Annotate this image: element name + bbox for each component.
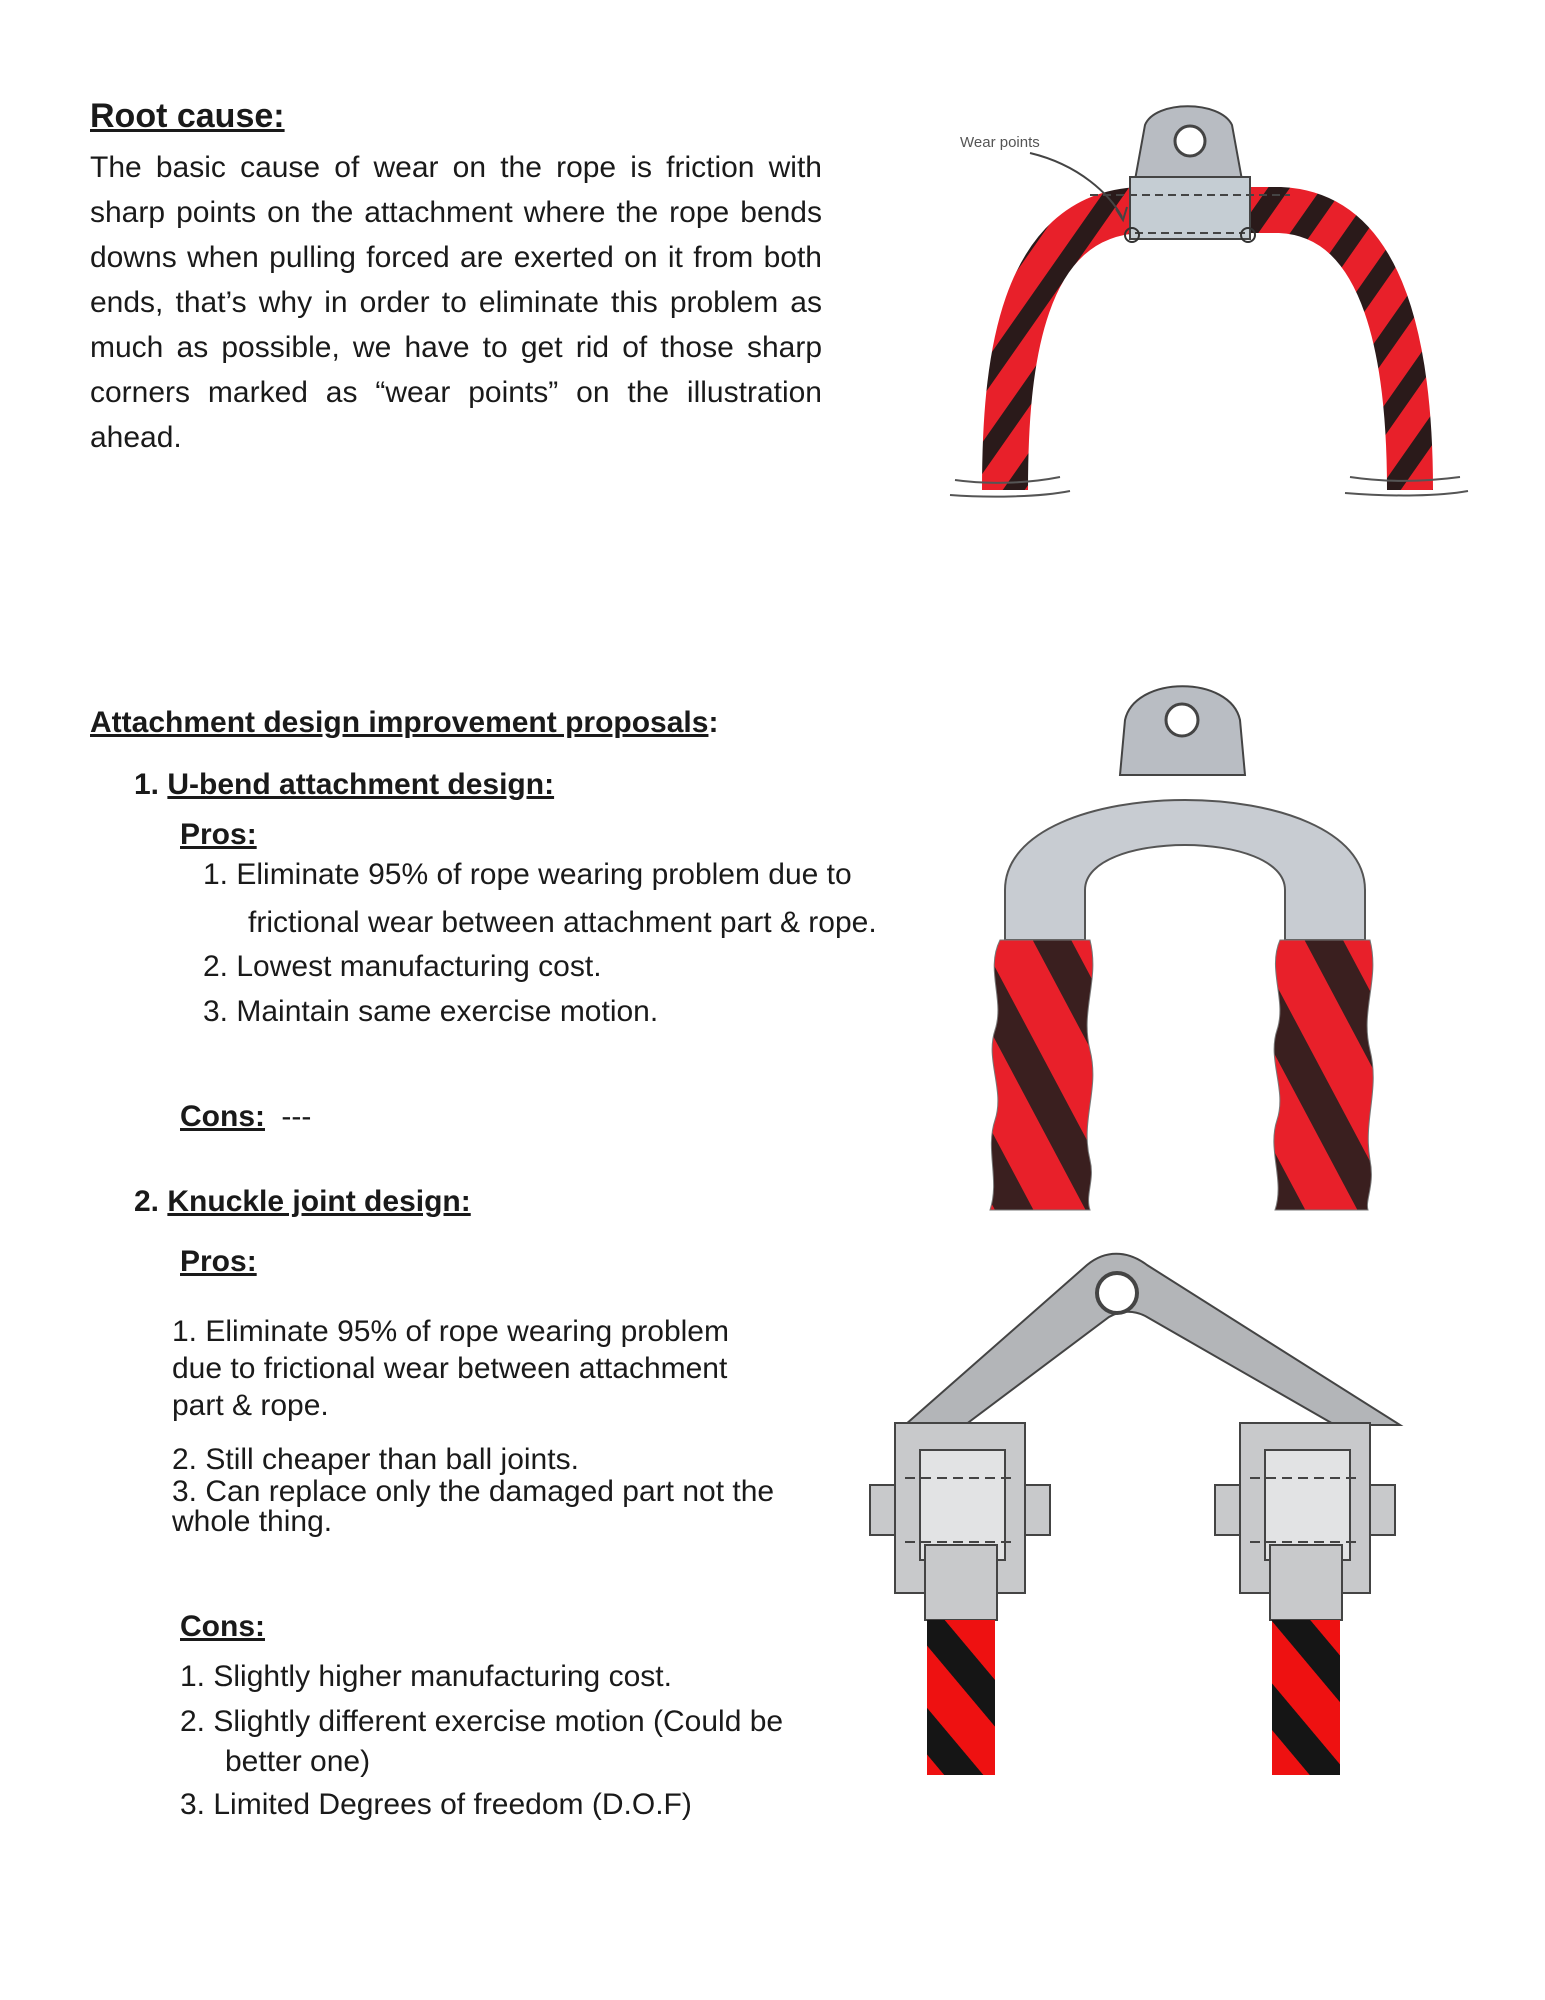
proposals-title-colon: :: [708, 706, 719, 739]
ubend-title: U-bend attachment design:: [167, 768, 555, 801]
knuckle-pros-label: Pros:: [180, 1245, 257, 1278]
list-item: 2. Slightly different exercise motion (Could be: [180, 1705, 784, 1738]
wear-points-figure: [950, 105, 1470, 505]
ubend-hole: [1166, 704, 1198, 736]
list-item: 1. Eliminate 95% of rope wearing problem due to: [203, 858, 852, 891]
list-item: 3. Can replace only the damaged part not the: [172, 1475, 775, 1508]
knuckle-rope-right: [1272, 1620, 1340, 1775]
list-item: 2. Lowest manufacturing cost.: [203, 950, 602, 983]
ubend-cons-row: [180, 1100, 311, 1134]
proposals-title: Attachment design improvement proposals: [90, 706, 709, 739]
ubend-figure: [985, 680, 1405, 1215]
ubend-heading: [134, 768, 554, 802]
knuckle-joint-left: [870, 1423, 1050, 1775]
knuckle-hole: [1097, 1273, 1137, 1313]
knuckle-bracket: [905, 1254, 1400, 1425]
list-item: 2. Still cheaper than ball joints.: [172, 1443, 579, 1476]
list-item: frictional wear between attachment part & rope.: [248, 906, 877, 939]
list-item: 3. Maintain same exercise motion.: [203, 995, 659, 1028]
attachment-hole: [1175, 126, 1205, 156]
list-item: better one): [225, 1745, 371, 1778]
list-item: 1. Slightly higher manufacturing cost.: [180, 1660, 672, 1693]
root-cause-paragraph: The basic cause of wear on the rope is friction with sharp points on the attachment where the rope bends downs when pulling forced are exerted on it from both ends, that’s why in order to eliminate this problem as much as possible, we have to get rid of those sharp corners marked as “wear points” on the illustration ahead.: [90, 151, 822, 454]
knuckle-cons-label: Cons:: [180, 1610, 265, 1643]
knuckle-joint-right: [1215, 1423, 1395, 1775]
wear-points-label: Wear points: [960, 134, 1040, 151]
knuckle-figure: [865, 1245, 1445, 1775]
knuckle-number: 2.: [134, 1185, 160, 1218]
ubend-cons-value: ---: [281, 1100, 312, 1133]
rope-arch: [1005, 210, 1410, 490]
ubend-metal: [1005, 800, 1365, 940]
ubend-rope-right: [1274, 940, 1373, 1210]
ubend-number: 1.: [134, 768, 160, 801]
ubend-cons-label: Cons:: [180, 1100, 265, 1133]
list-item: 1. Eliminate 95% of rope wearing problem: [172, 1315, 729, 1348]
ubend-pros-label: Pros:: [180, 818, 257, 851]
proposals-heading: [90, 706, 718, 740]
list-item: whole thing.: [172, 1505, 333, 1538]
list-item: due to frictional wear between attachment: [172, 1352, 728, 1385]
list-item: 3. Limited Degrees of freedom (D.O.F): [180, 1788, 692, 1821]
knuckle-heading: [134, 1185, 471, 1219]
knuckle-rope-left: [927, 1620, 995, 1775]
list-item: part & rope.: [172, 1389, 329, 1422]
attachment-block: [1130, 177, 1250, 239]
root-cause-title: Root cause:: [90, 97, 285, 135]
knuckle-title: Knuckle joint design:: [167, 1185, 471, 1218]
ubend-rope-left: [990, 940, 1093, 1210]
